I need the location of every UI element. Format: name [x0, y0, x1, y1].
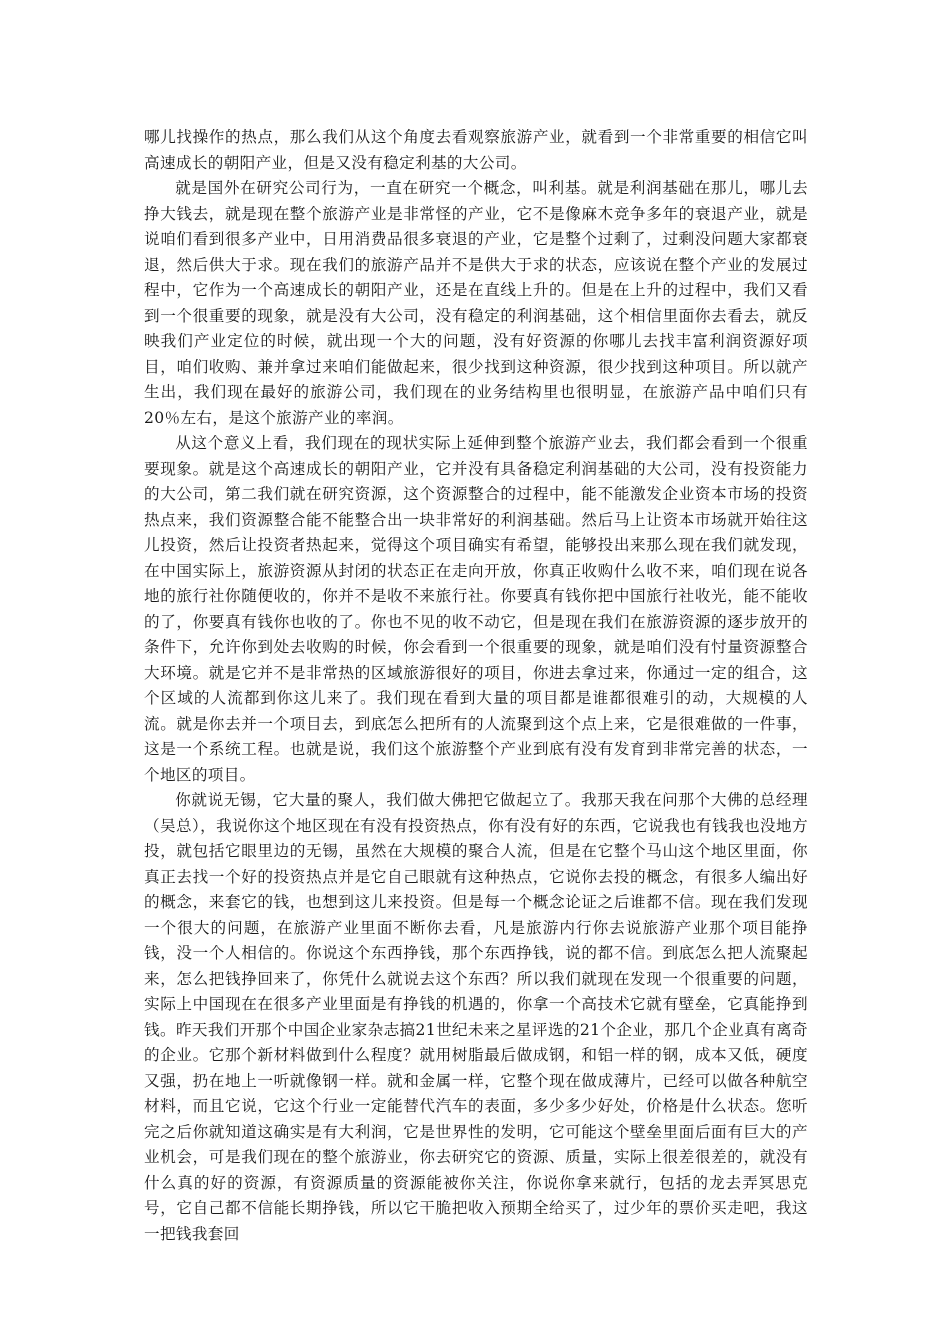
paragraph: 从这个意义上看，我们现在的现状实际上延伸到整个旅游产业去，我们都会看到一个很重要现象。就是这个高速成长的朝阳产业，它并没有具备稳定利润基础的大公司，没有投资能力的大公司，第二我们就在研究资源，这个资源整合的过程中，能不能激发企业资本市场的投资热点来，我们资源整合能不能整合出一块非常好的利润基础。然后马上让资本市场就开始往这儿投资，然后让投资者热起来，觉得这个项目确实有希望，能够投出来那么现在我们就发现，在中国实际上，旅游资源从封闭的状态正在走向开放，你真正收购什么收不来，咱们现在说各地的旅行社你随便收的，你并不是收不来旅行社。你要真有钱你把中国旅行社收光，能不能收的了，你要真有钱你也收的了。你也不见的收不动它，但是现在我们在旅游资源的逐步放开的条件下，允许你到处去收购的时候，你会看到一个很重要的现象，就是咱们没有忖量资源整合大环境。就是它并不是非常热的区域旅游很好的项目，你进去拿过来，你通过一定的组合，这个区域的人流都到你这儿来了。我们现在看到大量的项目都是谁都很难引的动，大规模的人流。就是你去并一个项目去，到底怎么把所有的人流聚到这个点上来，它是很难做的一件事，这是一个系统工程。也就是说，我们这个旅游整个产业到底有没有发育到非常完善的状态，一个地区的项目。	[144, 434, 808, 784]
paragraph: 你就说无锡，它大量的聚人，我们做大佛把它做起立了。我那天我在问那个大佛的总经理（吴总），我说你这个地区现在有没有投资热点，你有没有好的东西，它说我也有钱我也没地方投，就包括它眼里边的无锡，虽然在大规模的聚合人流，但是在它整个马山这个地区里面，你真正去找一个好的投资热点并是它自己眼就有这种热点，它说你去投的概念，有很多人编出好的概念，来套它的钱，也想到这儿来投资。但是每一个概念论证之后谁都不信。现在我们发现一个很大的问题，在旅游产业里面不断你去看，凡是旅游内行你去说旅游产业那个项目能挣钱，没一个人相信的。你说这个东西挣钱，那个东西挣钱，说的都不信。到底怎么把人流聚起来，怎么把钱挣回来了，你凭什么就说去这个东西？所以我们就现在发现一个很重要的问题，实际上中国现在在很多产业里面是有挣钱的机遇的，你拿一个高技术它就有壁垒，它真能挣到钱。昨天我们开那个中国企业家杂志搞21世纪未来之星评选的21个企业，那几个企业真有离奇的企业。它那个新材料做到什么程度？就用树脂最后做成钢，和铝一样的钢，成本又低，硬度又强，扔在地上一听就像钢一样。就和金属一样，它整个现在做成薄片，已经可以做各种航空材料，而且它说，它这个行业一定能替代汽车的表面，多少多少好处，价格是什么状态。您听完之后你就知道这确实是有大利润，它是世界性的发明，它可能这个壁垒里面后面有巨大的产业机会，可是我们现在的整个旅游业，你去研究它的资源、质量，实际上很差很差的，就没有什么真的好的资源，有资源质量的资源能被你关注，你说你拿来就行，包括的龙去弄冥思克号，它自己都不信能长期挣钱，所以它干脆把收入预期全给买了，过少年的票价买走吧，我这一把钱我套回	[144, 791, 808, 1243]
paragraph-continued: 哪儿找操作的热点，那么我们从这个角度去看观察旅游产业，就看到一个非常重要的相信它叫高速成长的朝阳产业，但是又没有稳定利基的大公司。	[144, 128, 808, 172]
document-body	[144, 125, 808, 1247]
paragraph: 就是国外在研究公司行为，一直在研究一个概念，叫利基。就是利润基础在那儿，哪儿去挣大钱去，就是现在整个旅游产业是非常怪的产业，它不是像麻木竞争多年的衰退产业，就是说咱们看到很多产业中，日用消费品很多衰退的产业，它是整个过剩了，过剩没问题大家都衰退，然后供大于求。现在我们的旅游产品并不是供大于求的状态，应该说在整个产业的发展过程中，它作为一个高速成长的朝阳产业，还是在直线上升的。但是在上升的过程中，我们又看到一个很重要的现象，就是没有大公司，没有稳定的利润基础，这个相信里面你去看去，就反映我们产业定位的时候，就出现一个大的问题，没有好资源的你哪儿去找丰富利润资源好项目，咱们收购、兼并拿过来咱们能做起来，很少找到这种资源，很少找到这种项目。所以就产生出，我们现在最好的旅游公司，我们现在的业务结构里也很明显，在旅游产品中咱们只有20％左右，是这个旅游产业的率润。	[144, 179, 808, 427]
